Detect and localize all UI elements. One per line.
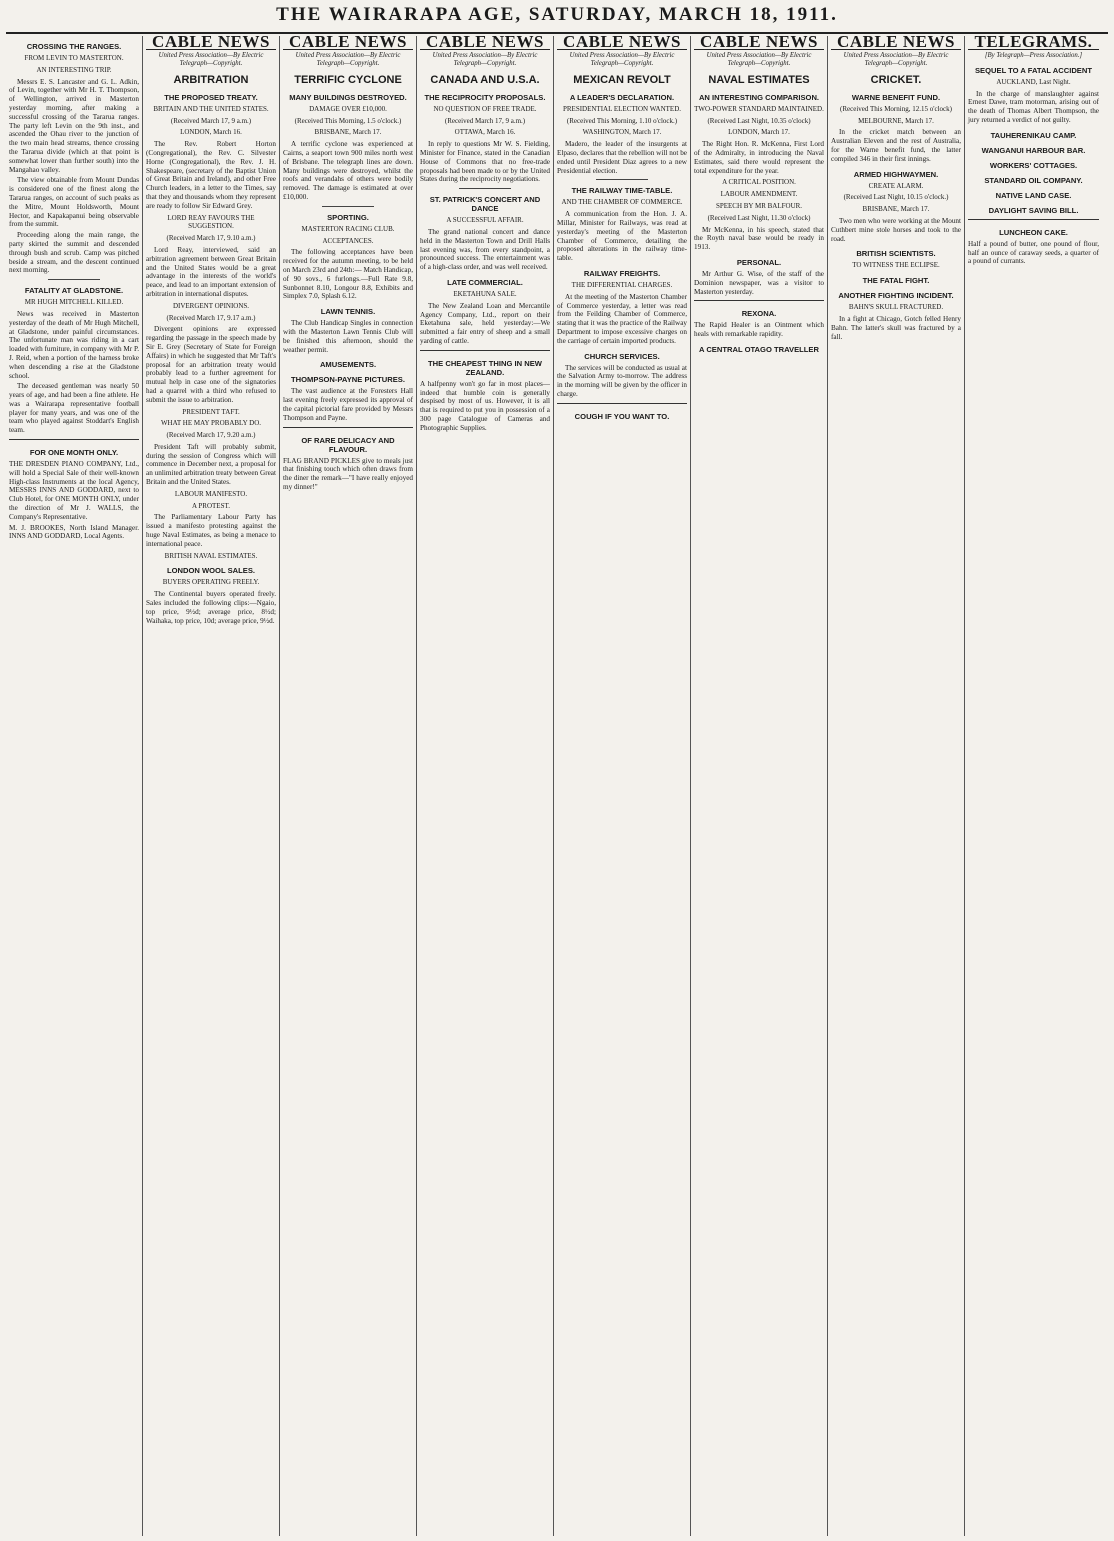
section-heading: CABLE NEWS	[694, 38, 824, 50]
section-heading: CABLE NEWS	[283, 38, 413, 50]
masthead-rule	[6, 32, 1108, 34]
article-text: Proceeding along the main range, the party skirted the summit and descended through bush and scrub. Camp was pitched beside a stream, and the descent continued next morning.	[9, 231, 139, 275]
subheadline: AN INTERESTING TRIP.	[36, 65, 112, 74]
column-6	[691, 36, 828, 1536]
byline: [By Telegraph—Press Association.]	[984, 51, 1083, 59]
ad-text: Half a pound of butter, one pound of flour, half an ounce of caraway seeds, a quarter of a pound of currants.	[968, 239, 1099, 266]
article-text: President Taft will probably submit, during the session of Congress which will commence in December next, a proposal for an unlimited arbitration treaty between Great Britain and the United States.	[146, 442, 276, 487]
column-3	[280, 36, 417, 1536]
advertisement	[694, 300, 824, 354]
article-text: The deceased gentleman was nearly 50 years of age, and had been a fine athlete. He was a Wairarapa representative football player for many years, and was one of the team who played against Stoddart's English team.	[9, 382, 139, 435]
received-line: (Received March 17, 9.10 a.m.)	[166, 234, 256, 243]
article-text: In the cricket match between an Australian Eleven and the rest of Australia, for the Warne benefit fund, the latter compiled 346 in their first innings.	[831, 128, 961, 163]
received-line: (Received This Morning, 1.5 o'clock.)	[294, 116, 402, 125]
dateline: LONDON, March 17.	[728, 128, 790, 137]
received-line: (Received Last Night, 10.35 o'clock)	[707, 116, 811, 125]
subheadline: THE PROPOSED TREATY.	[164, 92, 258, 102]
headline: WANGANUI HARBOUR BAR.	[981, 145, 1086, 155]
article-text: Two men who were working at the Mount Cuthbert mine stole horses and took to the road.	[831, 216, 961, 243]
article-text: The vast audience at the Foresters Hall last evening freely expressed its approval of the capital pictorial fare provided by Messrs Thompson and Payne.	[283, 387, 413, 422]
article-text: The view obtainable from Mount Dundas is considered one of the finest along the Tararua ranges, on account of such peaks as the Mitre, Mount Holdsworth, Mount Hector, and Kapakapanui being observable from the summit.	[9, 176, 139, 229]
headline: SPORTING.	[327, 212, 369, 222]
column-1	[6, 36, 143, 1536]
received-line: (Received This Morning, 12.15 o'clock)	[840, 104, 952, 113]
article-text: The Continental buyers operated freely. Sales included the following clips:—Ngaio, top price, 9½d; average price, 8½d; Waihaka, top price, 10d; average price, 9½d.	[146, 590, 276, 625]
byline: United Press Association—By Electric Telegraph—Copyright.	[706, 51, 812, 67]
article-text: At the meeting of the Masterton Chamber of Commerce yesterday, a letter was read from the Feilding Chamber of Commerce, stating that it was the practice of the Railway Department to impose excessive charges on the carriage of certain imported products.	[557, 292, 687, 345]
divider	[459, 188, 511, 189]
ad-headline: FOR ONE MONTH ONLY.	[29, 448, 119, 458]
dateline: WASHINGTON, March 17.	[582, 128, 662, 137]
ad-headline: OF RARE DELICACY AND FLAVOUR.	[301, 435, 395, 454]
dateline: MELBOURNE, March 17.	[858, 116, 934, 125]
article-text: Divergent opinions are expressed regarding the passage in the speech made by Sir E. Grey (Secretary of State for Foreign Affairs) in which he suggested that Mr Taft's proposal for an arbitration treaty would probably lead to a further agreement for mutual help in case one of the signatories had a quarrel with a third who refused to submit the issue to arbitration.	[146, 325, 276, 404]
masthead: THE WAIRARAPA AGE, SATURDAY, MARCH 18, 1911.	[276, 4, 838, 25]
subheadline: MANY BUILDINGS DESTROYED.	[289, 92, 407, 102]
subheadline: ACCEPTANCES.	[322, 236, 374, 245]
subheadline: PRESIDENTIAL ELECTION WANTED.	[562, 104, 681, 113]
subheadline: THE DIFFERENTIAL CHARGES.	[571, 280, 673, 289]
subheadline: SPEECH BY MR BALFOUR.	[715, 201, 803, 210]
advertisement	[420, 350, 550, 433]
byline: United Press Association—By Electric Telegraph—Copyright.	[295, 51, 401, 67]
section-heading: CABLE NEWS	[557, 38, 687, 50]
headline: AMUSEMENTS.	[319, 360, 377, 370]
subheadline: A CRITICAL POSITION.	[722, 178, 796, 187]
dateline: LONDON, March 16.	[180, 128, 242, 137]
headline: ARBITRATION	[173, 73, 249, 86]
byline: United Press Association—By Electric Telegraph—Copyright.	[432, 51, 538, 67]
subheadline: AN INTERESTING COMPARISON.	[698, 92, 820, 102]
article-text: Mr McKenna, in his speech, stated that the Royth naval base would be ready in 1913.	[694, 225, 824, 252]
article-text: The Rev. Robert Horton (Congregational), the Rev. C. Silvester Horne (Congregational), the Rev. J. H. Shakespeare, (secretary of the Baptist Union of Great Britain and Ireland), and other Free Church leaders, in a letter to the Times, say that they and thousands whom they represent are ready to follow Sir Edward Grey.	[146, 140, 276, 210]
article-text: The Club Handicap Singles in connection with the Masterton Lawn Tennis Club will be finished this afternoon, should the weather permit.	[283, 319, 413, 354]
byline: United Press Association—By Electric Telegraph—Copyright.	[158, 51, 264, 67]
headline: NATIVE LAND CASE.	[995, 190, 1072, 200]
subheadline: TWO-POWER STANDARD MAINTAINED.	[694, 104, 824, 113]
byline: United Press Association—By Electric Telegraph—Copyright.	[843, 51, 949, 67]
subheadline: FROM LEVIN TO MASTERTON.	[24, 54, 124, 62]
subheadline: BUYERS OPERATING FREELY.	[162, 578, 260, 587]
headline: BRITISH SCIENTISTS.	[856, 249, 936, 259]
ad-text: A halfpenny won't go far in most places—indeed that humble coin is generally despised by most of us. However, it is all that is required to put you in possession of a 300 page Catalogue of Cameras and Photographic Supplies.	[420, 379, 550, 432]
headline: TAUHERENIKAU CAMP.	[990, 130, 1077, 140]
subheadline: A SUCCESSFUL AFFAIR.	[446, 216, 524, 225]
article-text: The following acceptances have been received for the autumn meeting, to be held on March 23rd and 24th:— Match Handicap, of 90 sovs., 6 furlongs.—Full Rate 9.8, Sunbonnet 8.10, Longour 8.8, Exhibits and Simplex 7.0, Splash 6.12.	[283, 248, 413, 301]
headline: LATE COMMERCIAL.	[447, 277, 523, 287]
article-text: In reply to questions Mr W. S. Fielding, Minister for Finance, stated in the Canadian House of Commons that no free-trade proposals had been made to or by the United States during the reciprocity negotiations.	[420, 140, 550, 184]
headline: SEQUEL TO A FATAL ACCIDENT	[974, 65, 1092, 75]
subheadline: THOMPSON-PAYNE PICTURES.	[291, 375, 405, 385]
subheadline: NO QUESTION OF FREE TRADE.	[433, 104, 537, 113]
article-text: Lord Reay, interviewed, said an arbitration agreement between Great Britain and the United States would be a great advantage in the interests of the world's peace, and lead to an important extension of arbitration in international disputes.	[146, 245, 276, 298]
headline: CRICKET.	[870, 73, 922, 86]
headline: LAWN TENNIS.	[320, 307, 376, 317]
headline: TERRIFIC CYCLONE	[294, 73, 402, 86]
dateline: OTTAWA, March 16.	[454, 128, 516, 137]
subheadline: BRITISH NAVAL ESTIMATES.	[164, 551, 258, 560]
headline: THE RAILWAY TIME-TABLE.	[571, 186, 673, 196]
subheadline: MASTERTON RACING CLUB.	[301, 224, 395, 233]
received-line: (Received March 17, 9.20 a.m.)	[166, 431, 256, 440]
received-line: (Received March 17, 9.17 a.m.)	[166, 313, 256, 322]
subheadline: DAMAGE OVER £10,000.	[309, 104, 387, 113]
subheadline: WARNE BENEFIT FUND.	[851, 92, 941, 102]
article-text: Madero, the leader of the insurgents at Elpaso, declares that the rebellion will not be ended until President Diaz agrees to a new Presidential election.	[557, 140, 687, 175]
subheadline: PRESIDENT TAFT.	[182, 407, 240, 416]
headline: ST. PATRICK'S CONCERT AND DANCE	[429, 195, 541, 214]
article-text: Mr Arthur G. Wise, of the staff of the Dominion newspaper, was a visitor to Masterton yesterday.	[694, 269, 824, 296]
section-heading: CABLE NEWS	[146, 38, 276, 50]
column-5	[554, 36, 691, 1536]
article-text: In a fight at Chicago, Gotch felled Henry Bahn. The latter's skull was fractured by a fall.	[831, 314, 961, 341]
subheadline: LABOUR MANIFESTO.	[174, 489, 248, 498]
subheadline: WHAT HE MAY PROBABLY DO.	[160, 419, 262, 428]
section-heading: CABLE NEWS	[420, 38, 550, 50]
subheadline: A PROTEST.	[192, 501, 230, 510]
headline: ARMED HIGHWAYMEN.	[853, 169, 939, 179]
headline: RAILWAY FREIGHTS.	[583, 268, 661, 278]
subheadline: CREATE ALARM.	[868, 181, 924, 190]
byline: United Press Association—By Electric Telegraph—Copyright.	[569, 51, 675, 67]
divider	[322, 206, 374, 207]
received-line: (Received March 17, 9 a.m.)	[444, 116, 526, 125]
dateline: BRISBANE, March 17.	[314, 128, 382, 137]
column-7	[828, 36, 965, 1536]
advertisement	[968, 219, 1099, 266]
subheadline: MR HUGH MITCHELL KILLED.	[24, 298, 124, 307]
column-4	[417, 36, 554, 1536]
subheadline: DIVERGENT OPINIONS.	[172, 301, 250, 310]
column-2	[143, 36, 280, 1536]
article-text: The New Zealand Loan and Mercantile Agency Company, Ltd., report on their Eketahuna sale, held yesterday:—We submitted a fair entry of sheep and a small yarding of cattle.	[420, 301, 550, 345]
dateline: BRISBANE, March 17.	[862, 205, 930, 214]
headline: CANADA AND U.S.A.	[430, 73, 540, 86]
column-8	[965, 36, 1102, 1536]
subheadline: BAHN'S SKULL FRACTURED.	[848, 303, 944, 312]
subheadline: LABOUR AMENDMENT.	[720, 190, 798, 199]
subheadline: THE RECIPROCITY PROPOSALS.	[424, 92, 546, 102]
headline: NAVAL ESTIMATES	[708, 73, 810, 86]
ad-headline: COUGH IF YOU WANT TO.	[574, 411, 670, 421]
received-line: (Received March 17, 9 a.m.)	[170, 116, 252, 125]
article-text: News was received in Masterton yesterday of the death of Mr Hugh Mitchell, at Gladstone, under painful circumstances. The unfortunate man was riding in a cart loaded with furniture, in company with Mr P. J. Reid, when a portion of the harness broke when descending a rise at the Gladstone school.	[9, 309, 139, 380]
ad-headline: LUNCHEON CAKE.	[999, 227, 1068, 237]
ad-text: THE DRESDEN PIANO COMPANY, Ltd., will hold a Special Sale of their well-known High-class Instruments at the local Agency, MESSRS INNS AND GODDARD, next to Club Hotel, for ONE MONTH ONLY, under the direction of Mr J. WALLS, the Company's Representative.	[9, 460, 139, 521]
subheadline: BRITAIN AND THE UNITED STATES.	[153, 104, 269, 113]
headline: STANDARD OIL COMPANY.	[984, 175, 1083, 185]
section-heading: TELEGRAMS.	[968, 38, 1099, 50]
article-text: A terrific cyclone was experienced at Cairns, a seaport town 900 miles north west of Brisbane. The telegraph lines are down. Many buildings were destroyed, whilst the roofs and verandahs of others were bodily removed. The damage is estimated at over £10,000.	[283, 140, 413, 201]
headline: WORKERS' COTTAGES.	[989, 160, 1078, 170]
article-text: The Parliamentary Labour Party has issued a manifesto protesting against the huge Naval Estimates, as being a menace to international peace.	[146, 513, 276, 548]
subheadline: A LEADER'S DECLARATION.	[569, 92, 675, 102]
headline: FATALITY AT GLADSTONE.	[24, 286, 124, 296]
received-line: (Received Last Night, 11.30 o'clock)	[707, 213, 811, 222]
headline: MEXICAN REVOLT	[573, 73, 671, 86]
article-text: A communication from the Hon. J. A. Millar, Minister for Railways, was read at yesterday's meeting of the Masterton Chamber of Commerce, detailing the proposed alterations in the railway time-table.	[557, 210, 687, 263]
ad-text: FLAG BRAND PICKLES give to meals just that finishing touch which often draws from the diner the remark—"I have really enjoyed my dinner!"	[283, 456, 413, 491]
divider	[596, 179, 648, 180]
subheadline: LORD REAY FAVOURS THE SUGGESTION.	[167, 213, 255, 231]
columns	[6, 36, 1108, 1536]
article-text: Messrs E. S. Lancaster and G. L. Adkin, of Levin, together with Mr H. T. Thompson, of Wellington, arrived in Masterton yesterday morning, after making a successful crossing of the Tararua ranges. The party left Levin on the 9th inst., and ascended the Ohau river to the junction of the two main head streams, thence crossing the Tararua divide (which at that point is somewhat lower than further south) into the Mangahao valley.	[9, 77, 139, 174]
headline: ANOTHER FIGHTING INCIDENT.	[838, 291, 954, 301]
received-line: (Received Last Night, 10.15 o'clock.)	[843, 193, 949, 202]
divider	[48, 279, 100, 280]
headline: DAYLIGHT SAVING BILL.	[988, 205, 1079, 215]
subheadline: EKETAHUNA SALE.	[453, 289, 517, 298]
subheadline: AND THE CHAMBER OF COMMERCE.	[561, 198, 683, 207]
section-heading: CABLE NEWS	[831, 38, 961, 50]
ad-headline: A CENTRAL OTAGO TRAVELLER	[699, 344, 819, 354]
article-text: In the charge of manslaughter against Ernest Dawe, tram motorman, arising out of the death of Thomas Albert Thompson, the jury returned a verdict of not guilty.	[968, 89, 1099, 124]
advertisement	[9, 439, 139, 541]
received-line: (Received This Morning, 1.10 o'clock.)	[566, 116, 678, 125]
article-text: The services will be conducted as usual at the Salvation Army to-morrow. The address in the morning will be given by the officer in charge.	[557, 363, 687, 398]
headline: PERSONAL.	[736, 257, 782, 267]
ad-headline: REXONA.	[741, 309, 777, 319]
ad-text: The Rapid Healer is an Ointment which heals with remarkable rapidity.	[694, 321, 824, 339]
headline: CHURCH SERVICES.	[584, 351, 660, 361]
advertisement	[557, 403, 687, 421]
ad-text: M. J. BROOKES, North Island Manager. INNS AND GODDARD, Local Agents.	[9, 523, 139, 541]
ad-headline: THE CHEAPEST THING IN NEW ZEALAND.	[428, 358, 542, 377]
headline: CROSSING THE RANGES.	[26, 42, 122, 51]
dateline: AUCKLAND, Last Night.	[996, 77, 1071, 86]
advertisement	[283, 427, 413, 492]
headline: LONDON WOOL SALES.	[166, 566, 256, 576]
subheadline: TO WITNESS THE ECLIPSE.	[852, 261, 940, 270]
article-text: The Right Hon. R. McKenna, First Lord of the Admiralty, in introducing the Naval Estimates, said there would represent the total expenditure for the year.	[694, 140, 824, 175]
headline: THE FATAL FIGHT.	[862, 276, 930, 286]
article-text: The grand national concert and dance held in the Masterton Town and Drill Halls last evening was, from every standpoint, a pronounced success. The entertainment was of a high-class order, and was well received.	[420, 227, 550, 272]
